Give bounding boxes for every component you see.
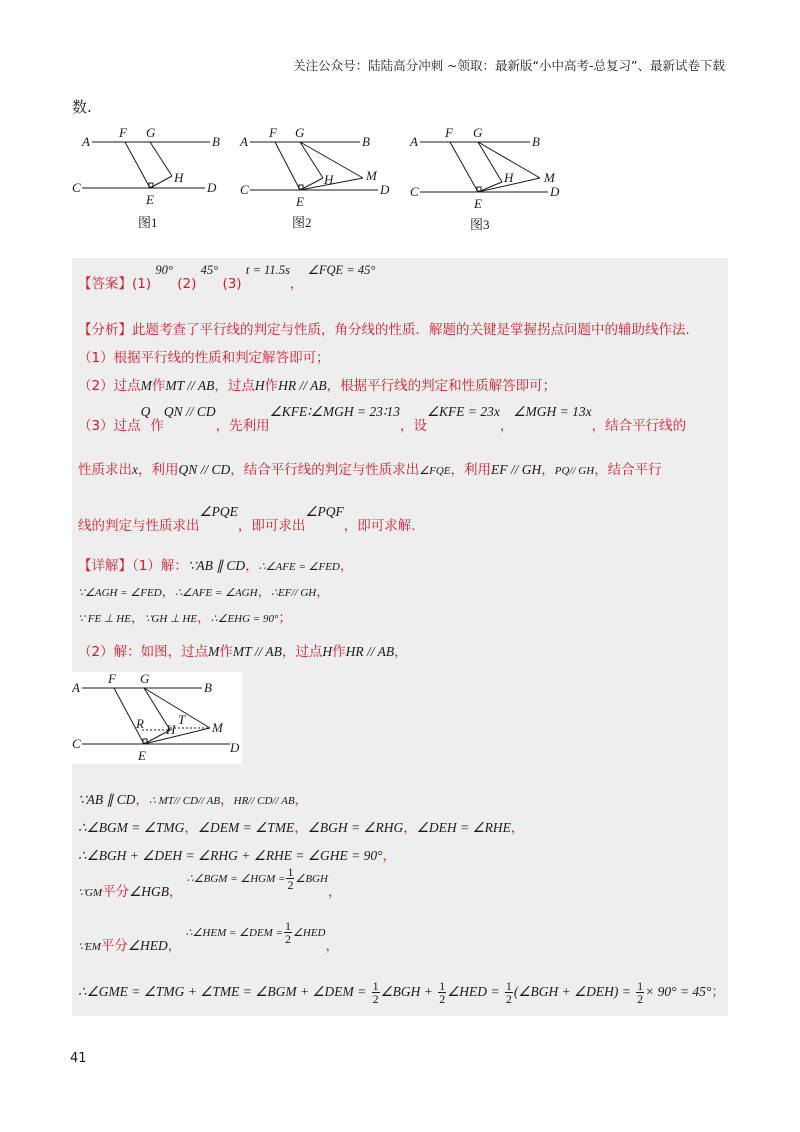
svg-text:F: F — [108, 672, 116, 686]
svg-text:T: T — [178, 712, 186, 727]
answer-tag: 【答案】 — [78, 276, 132, 292]
analysis-line-3: （2）过点M作MT // AB，过点H作HR // AB，根据平行线的判定和性质解答即可； — [78, 378, 557, 394]
page-header: 关注公众号：陆陆高分冲刺 ~领取：最新版“小中高考-总复习”、最新试卷下载 — [293, 58, 725, 73]
label-a: A — [410, 134, 418, 149]
label-f: F — [119, 125, 127, 140]
label-m: M — [366, 168, 377, 183]
fraction-half: $\frac{1}{2}$ — [505, 979, 512, 1006]
analysis-line-2: （1）根据平行线的性质和判定解答即可； — [78, 350, 330, 366]
svg-text:E: E — [138, 748, 146, 763]
fraction-half: $\frac{1}{2}$ — [637, 979, 644, 1006]
svg-text:D: D — [230, 740, 240, 755]
answer-3b: ∠FQE = 45° — [307, 263, 376, 277]
label-c: C — [72, 180, 81, 195]
analysis-line-6: 线的判定与性质求出∠PQE，即可求出∠PQF，即可求解. — [78, 504, 416, 534]
label-h: H — [324, 172, 334, 187]
svg-text:G: G — [140, 672, 150, 686]
label-f: F — [269, 125, 277, 140]
label-g: G — [295, 125, 305, 140]
label-d: D — [550, 184, 560, 199]
svg-text:A: A — [72, 680, 80, 695]
caption-fig3: 图3 — [470, 217, 490, 232]
solution-panel — [72, 258, 728, 1016]
label-h: H — [504, 170, 514, 185]
label-e: E — [146, 192, 154, 207]
detail-line-9: ∵EM平分∠HED， $^{\therefore\angle HEM = \angle DEM =}$ $\frac{1}{2}$ $^{\angle HED}$， — [78, 919, 339, 954]
label-c: C — [410, 184, 419, 199]
label-f: F — [445, 125, 453, 140]
label-m: M — [544, 170, 555, 185]
label-a: A — [240, 134, 248, 149]
svg-text:M: M — [212, 720, 223, 735]
analysis-line-5: 性质求出x，利用QN // CD，结合平行线的判定与性质求出∠FQE，利用EF // GH，PQ// GH，结合平行 — [78, 462, 662, 478]
answer-3a: t = 11.5s — [245, 263, 290, 277]
detail-line-1: 【详解】（1）解：∵AB ∥ CD，∴∠AFE = ∠FED， — [78, 558, 354, 574]
auxiliary-figure-svg — [72, 672, 242, 764]
intro-text: 数. — [72, 98, 92, 116]
auxiliary-figure — [72, 672, 242, 764]
label-d: D — [207, 180, 217, 195]
answer-line: 【答案】(1) 90° (2) 45° (3) t = 11.5s， ∠FQE = 45° — [78, 263, 376, 292]
svg-text:H: H — [166, 722, 176, 737]
fraction-half: $\frac{1}{2}$ — [372, 979, 379, 1006]
label-g: G — [146, 125, 156, 140]
label-b: B — [362, 134, 370, 149]
detail-line-10: ∴∠GME = ∠TMG + ∠TME = ∠BGM + ∠DEM = $\frac{1}{2}$ ∠BGH + $\frac{1}{2}$ ∠HED = $\frac{1}{2}$ (∠BGH + ∠DEH) = $\frac{1}{2}$ × 90° = 45°； — [78, 979, 725, 1006]
detail-line-8: ∵GM平分∠HGB， $^{\therefore\angle BGM = \angle HGM =}$ $\frac{1}{2}$ $^{\angle BGH}$， — [78, 865, 342, 900]
label-b: B — [212, 134, 220, 149]
detail-line-7: ∴∠BGH + ∠DEH = ∠RHG + ∠RHE = ∠GHE = 90°， — [78, 848, 397, 864]
fraction-half: $\frac{1}{2}$ — [285, 919, 292, 946]
label-a: A — [82, 134, 90, 149]
label-g: G — [473, 125, 483, 140]
label-e: E — [474, 196, 482, 211]
answer-1: 90° — [155, 263, 173, 277]
label-d: D — [380, 182, 390, 197]
fraction-half: $\frac{1}{2}$ — [439, 979, 446, 1006]
fraction-half: $\frac{1}{2}$ — [287, 865, 294, 892]
detail-line-3: ∵ FE ⊥ HE，∵GH ⊥ HE，∴∠EHG = 90°； — [78, 610, 292, 626]
label-e: E — [296, 194, 304, 209]
label-h: H — [174, 170, 184, 185]
svg-text:B: B — [204, 680, 212, 695]
analysis-line-4: （3）过点Q作QN // CD，先利用∠KFE∶∠MGH = 23∶13，设∠KFE = 23x，∠MGH = 13x，结合平行线的 — [78, 404, 687, 434]
svg-text:R: R — [136, 716, 144, 731]
page-number: 41 — [70, 1051, 87, 1066]
label-b: B — [532, 134, 540, 149]
svg-text:C: C — [72, 736, 81, 751]
figures-row — [70, 122, 690, 240]
label-c: C — [240, 182, 249, 197]
answer-2: 45° — [200, 263, 219, 277]
detail-line-4: （2）解：如图，过点M作MT // AB，过点H作HR // AB， — [78, 644, 408, 660]
caption-fig2: 图2 — [292, 215, 312, 230]
detail-line-2: ∵∠AGH = ∠FED，∴∠AFE = ∠AGH，∴EF// GH， — [78, 584, 330, 600]
detail-line-6: ∴∠BGM = ∠TMG，∠DEM = ∠TME，∠BGH = ∠RHG，∠DEH = ∠RHE， — [78, 820, 525, 836]
caption-fig1: 图1 — [138, 215, 158, 230]
geometry-figures — [70, 122, 690, 240]
analysis-line-1: 【分析】此题考查了平行线的判定与性质，角分线的性质．解题的关键是掌握拐点问题中的辅助线作法． — [78, 322, 699, 338]
detail-line-5: ∵AB ∥ CD，∴ MT// CD// AB，HR// CD// AB， — [78, 792, 309, 808]
